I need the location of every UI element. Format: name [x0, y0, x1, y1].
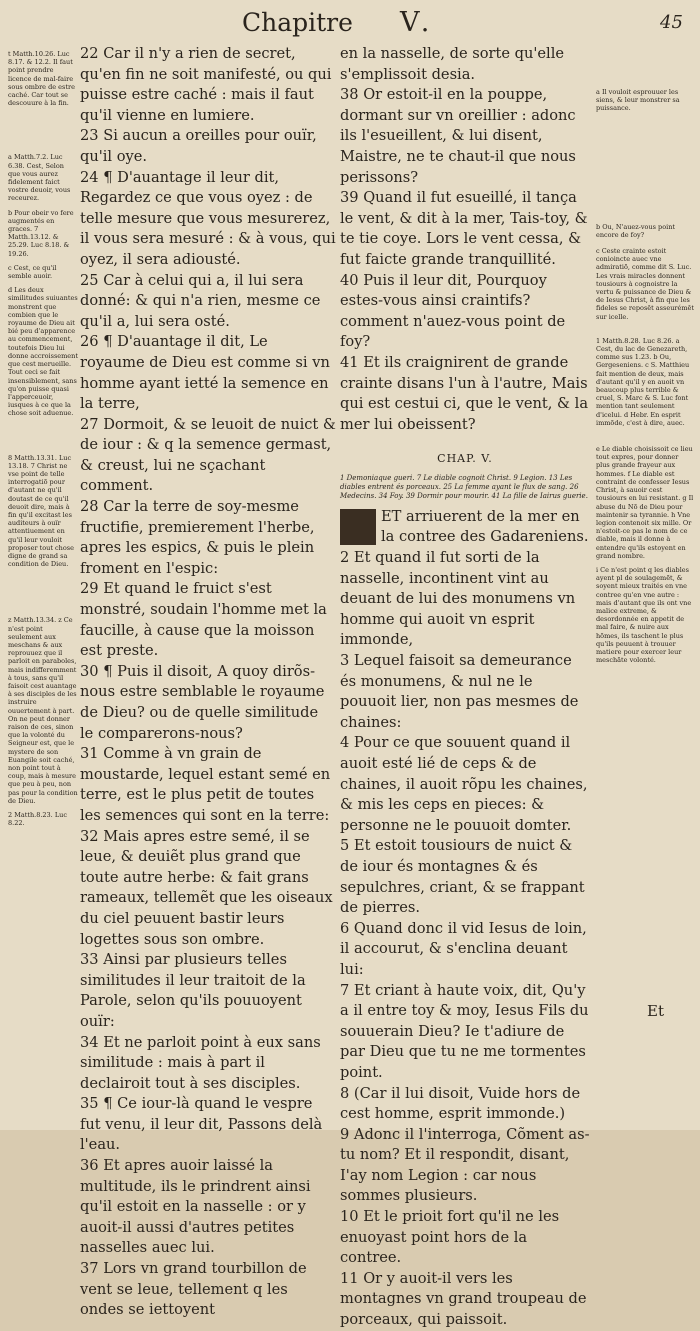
margin-note: d Les deux similitudes suiuantes monstrent que combien que le royaume de Dieu ait bié peu d'apparence au commencement, toutefois Dieu lui donne accroissement que cest merueille. Tout ceci se fait insensiblement, sans qu'on puisse quasi l'apperceuoir, iusques à ce que la chose soit aduenue.: [8, 286, 78, 418]
verse: 29 Et quand le fruict s'est monstré, soudain l'homme met la faucille, à cause que la moisson est preste.: [80, 580, 327, 660]
chapter-number: V.: [400, 7, 436, 38]
verse: 8 (Car il lui disoit, Vuide hors de cest homme, esprit immonde.): [340, 1084, 581, 1123]
verse: 28 Car la terre de soy-mesme fructifie, premierement l'herbe, apres les espics, & puis le plein froment en l'espic:: [80, 498, 315, 577]
margin-note: z Matth.13.34. z Ce n'est point seulement aux meschans & aux reprouuez que il parloit en paraboles, mais indifferemment à tous, sans qu'il faisoit cest auantage à ses disciples de les instruire ouuertement à part. On ne peut donner raison de ces, sinon que la volonté du Seigneur est, que le mystere de son Euangile soit caché, non point tout à coup, mais à mesure que peu à peu, non pas pour la condition de Dieu.: [8, 616, 78, 805]
margin-note: 8 Matth.13.31. Luc 13.18. 7 Christ ne vse point de telle interrogatiõ pour d'autant ne qu'il doutast de ce qu'il deuoit dire, mais à fin qu'il excitast les auditeurs à ouïr attentiuement en qu'il leur vouloit proposer tout chose digne de grand sa condition de Dieu.: [8, 453, 74, 569]
margin-note: b Pour obeir vo fere augmentés en graces. 7 Matth.13.12. & 25.29. Luc 8.18. & 19.26.: [8, 208, 74, 258]
verse: 10 Et le prioit fort qu'il ne les enuoyast point hors de la contree.: [340, 1208, 560, 1267]
verse: 26 ¶ D'auantage il dit, Le royaume de Dieu est comme si vn homme ayant ietté la semence en la terre,: [80, 333, 330, 413]
verse-text: ET arriuerent de la mer en la contree des Gadareniens.: [381, 507, 589, 546]
verse: 23 Si aucun a oreilles pour ouïr, qu'il oye.: [80, 127, 317, 165]
verse: 30 ¶ Puis il disoit, A quoy dirõs-nous estre semblable le royaume de Dieu? ou de quelle similitude le comparerons-nous?: [80, 662, 325, 742]
verse: en la nasselle, de sorte qu'elle s'emplissoit desia.: [340, 45, 565, 83]
verse: 9 Adonc il l'interroga, Cõment as-tu nom? Et il respondit, disant, I'ay nom Legion : car nous sommes plusieurs.: [340, 1125, 590, 1205]
margin-note: e Le diable choisissoit ce lieu tout expres, pour donner plus grande frayeur aux hommes. f Le diable est contraint de confesser Iesus Christ, à sauoir cest tousiours en lui resistant. g Il abuse du Nõ de Dieu pour maintenir sa tyrannie. h Vne legion contenoit six mille. Or n'estoit-ce pas le nom de ce diable, mais il donne à entendre qu'ils estoyent en grand nombre.: [596, 445, 694, 560]
verse: 36 Et apres auoir laissé la multitude, ils le prindrent ainsi qu'il estoit en la nasselle : or y auoit-il aussi d'autres petites nasselles auec lui.: [80, 1157, 311, 1257]
verse: 32 Mais apres estre semé, il se leue, & deuiẽt plus grand que toute autre herbe: & fait grans rameaux, tellemẽt que les oiseaux du ciel peuuent bastir leurs logettes sous son ombre.: [80, 827, 333, 948]
verse: 41 Et ils craignirent de grande crainte disans l'un à l'autre, Mais qui est cestui ci, que le vent, & la mer lui obeissent?: [340, 353, 589, 433]
margin-note: t Matth.10.26. Luc 8.17. & 12.2. Il faut point prendre licence de mal-faire sous ombre de estre caché. Car tout se descouure à la fin.: [8, 50, 75, 108]
verse: 27 Dormoit, & se leuoit de nuict & de iour : & q la semence germast, & creust, lui ne sçachant comment.: [80, 415, 336, 495]
right-column: [340, 44, 590, 1331]
verse-opening: [340, 507, 590, 548]
left-column: [80, 44, 336, 1321]
margin-note: a Il vouloit esprouuer les siens, & leur monstrer sa puissance.: [596, 88, 680, 113]
drop-cap-ornament: [340, 509, 376, 545]
verse: 24 ¶ D'auantage il leur dit, Regardez ce que vous oyez : de telle mesure que vous mesurerez, il vous sera mesuré : & à vous, qui oyez, il sera adiousté.: [80, 168, 336, 268]
verse: 3 Lequel faisoit sa demeurance és monumens, & nul ne le pouuoit lier, non pas mesmes de chaines:: [340, 652, 579, 731]
verse: 31 Comme à vn grain de moustarde, lequel estant semé en terre, est le plus petit de toutes les semences qui sont en la terre:: [80, 745, 331, 824]
verse: 39 Quand il fut esueillé, il tança le vent, & dit à la mer, Tais-toy, & te tie coye. Lors le vent cessa, & fut faicte grande tranquillité.: [340, 189, 588, 268]
verse: 7 Et criant à haute voix, dit, Qu'y a il entre toy & moy, Iesus Fils du souuerain Dieu? Ie t'adiure de par Dieu que tu ne me tormentes point.: [340, 981, 589, 1081]
margin-note: 1 Matth.8.28. Luc 8.26. a Cest, du lac de Genezareth, comme sus 1.23. b Ou, Gergeseniens. c S. Matthieu fait mention de deux, mais d'autant qu'il y en auoit vn beaucoup plus terrible & cruel, S. Marc & S. Luc font mention tant seulement d'icelui. d Hebr. En esprit immõde, c'est à dire, auec.: [596, 336, 690, 427]
margin-note: b Ou, N'auez-vous point encore de foy?: [596, 222, 676, 239]
margin-note: c Cest, ce qu'il semble auoir.: [8, 263, 57, 281]
verse: 5 Et estoit tousiours de nuict & de iour és montagnes & és sepulchres, criant, & se frappant de pierres.: [340, 837, 585, 917]
left-margin-notes: [8, 50, 78, 833]
verse: 38 Or estoit-il en la pouppe, dormant sur vn oreillier : adonc ils l'esueillent, & lui disent, Maistre, ne te chaut-il que nous perissons?: [340, 86, 576, 186]
verse: 33 Ainsi par plusieurs telles similitudes il leur traitoit de la Parole, selon qu'ils pouuoyent ouïr:: [80, 951, 306, 1030]
chapter-argument: 1 Demoniaque gueri. 7 Le diable cognoit Christ. 9 Legion. 13 Les diables entrent és porceaux. 25 La femme ayant le flux de sang. 26 Medecins. 34 Foy. 39 Dormir pour mourir. 41 La fille de Iairus guerie.: [340, 473, 588, 500]
verse: 40 Puis il leur dit, Pourquoy estes-vous ainsi craintifs? comment n'auez-vous point de foy?: [340, 271, 566, 351]
verse: 35 ¶ Ce iour-là quand le vespre fut venu, il leur dit, Passons delà l'eau.: [80, 1095, 323, 1154]
right-margin-notes: [596, 88, 694, 670]
verse: 22 Car il n'y a rien de secret, qu'en fin ne soit manifesté, ou qui puisse estre caché : mais il faut qu'il vienne en lumiere.: [80, 45, 332, 124]
folio-number: 45: [660, 12, 683, 33]
chapter-heading: CHAP. V.: [437, 452, 493, 466]
page-title: Chapitre: [242, 8, 353, 37]
catchword: Et: [647, 1002, 664, 1020]
verse: 4 Pour ce que souuent quand il auoit esté lié de ceps & de chaines, il auoit rõpu les chaines, & mis les ceps en pieces: & personne ne le pouuoit domter.: [340, 734, 588, 834]
margin-note: a Matth.7.2. Luc 6.38. Cest, Selon que vous aurez fidelement faict vostre deuoir, vous receurez.: [8, 153, 71, 203]
margin-note: i Ce n'est point q les diables ayent pl de soulagemẽt, & soyent mieux traités en vne contree qu'en vne autre : mais d'autant que ils ont vne malice extreme, & desordonnée en appetit de mal faire, & nuire aux hõmes, ils taschent le plus qu'ils peuuent à trouuer matiere pour exercer leur meschãte volonté.: [596, 565, 692, 665]
verse: 6 Quand donc il vid Iesus de loin, il accourut, & s'enclina deuant lui:: [340, 919, 587, 978]
verse: 37 Lors vn grand tourbillon de vent se leue, tellement q les ondes se iettoyent: [80, 1260, 307, 1319]
margin-note: 2 Matth.8.23. Luc 8.22.: [8, 811, 67, 828]
verse: 11 Or y auoit-il vers les montagnes vn grand troupeau de porceaux, qui paissoit.: [340, 1269, 587, 1329]
verse: 2 Et quand il fut sorti de la nasselle, incontinent vint au deuant de lui des monumens vn homme qui auoit vn esprit immonde,: [340, 549, 576, 649]
margin-note: c Ceste crainte estoit conioincte auec vne admiratiõ, comme dit S. Luc. Les vrais miracles donnent tousiours à cognoistre la vertu & puissance de Dieu & de Iesus Christ, à fin que les fideles se reposēt asseurémēt sur icelle.: [596, 247, 694, 321]
verse: 34 Et ne parloit point à eux sans similitude : mais à part il declairoit tout à ses disciples.: [80, 1033, 321, 1092]
verse: 25 Car à celui qui a, il lui sera donné: & qui n'a rien, mesme ce qu'il a, lui sera osté.: [80, 271, 321, 330]
